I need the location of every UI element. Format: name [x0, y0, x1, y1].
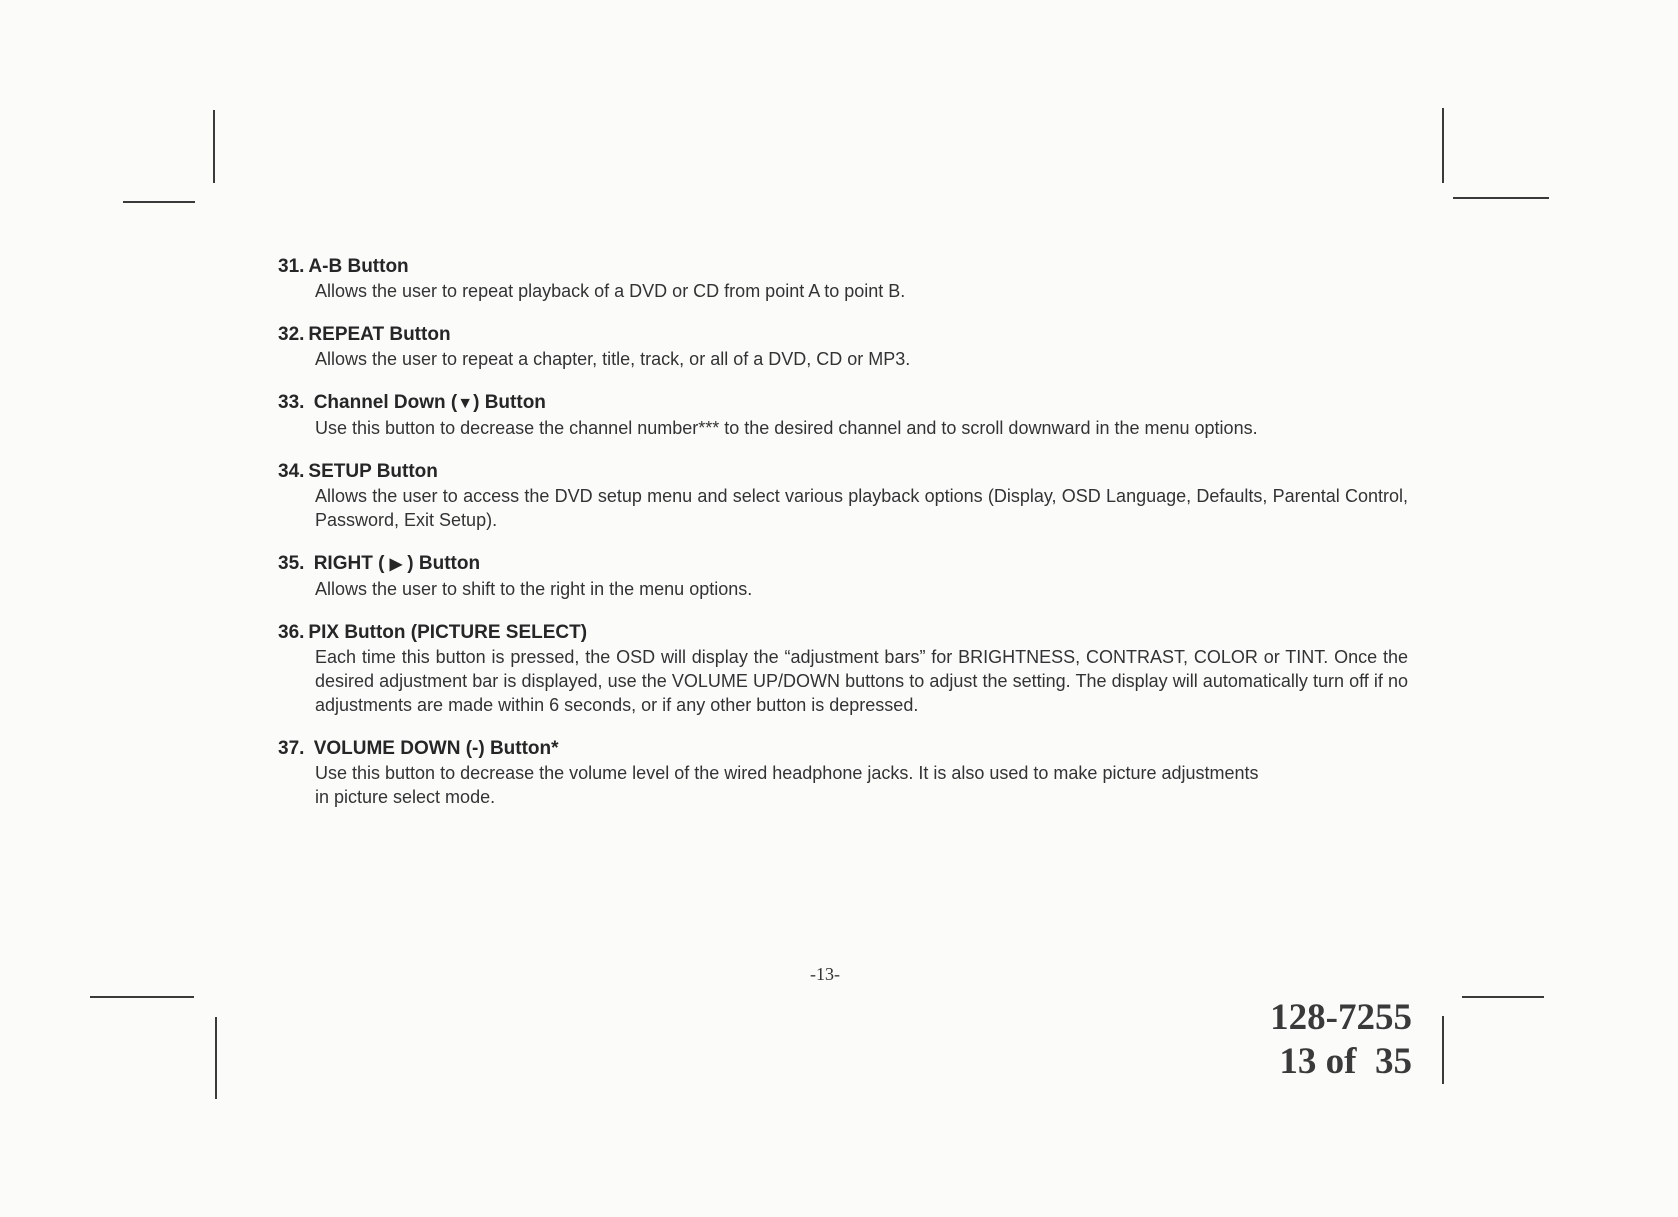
item-description: Each time this button is pressed, the OSD will display the “adjustment bars” for BRIGHTNESS, CONTRAST, COLOR or TINT. Once the desired adjustment bar is displayed, use the VOLUME UP/DOWN buttons to adjust the setting. The display will automatically turn off if no adjustments are made within 6 seconds, or if any other button is depressed.: [315, 647, 1408, 715]
item-title: PIX Button (PICTURE SELECT): [308, 622, 588, 643]
crop-mark-top-right-vertical: [1442, 108, 1444, 183]
item-title: A-B Button: [308, 256, 409, 277]
item-heading: 31. A-B Button: [278, 256, 409, 277]
item-description: Use this button to decrease the volume level of the wired headphone jacks. It is also used to make picture adjustments in picture select mode.: [315, 763, 1259, 807]
crop-mark-bottom-left-vertical: [215, 1017, 217, 1099]
item-heading: 32. REPEAT Button: [278, 324, 451, 345]
list-item: [278, 323, 1408, 371]
list-item: [278, 460, 1408, 532]
button-descriptions: [278, 255, 1408, 829]
item-title: REPEAT Button: [308, 324, 451, 345]
item-heading: 37. VOLUME DOWN (-) Button*: [278, 738, 559, 759]
list-item: [278, 552, 1408, 601]
item-title: SETUP Button: [308, 461, 438, 482]
crop-mark-bottom-left-horizontal: [90, 996, 194, 998]
page-count: 13 of 35: [1279, 1041, 1412, 1082]
crop-mark-top-left-horizontal: [123, 201, 195, 203]
crop-mark-bottom-right-horizontal: [1462, 996, 1544, 998]
list-item: [278, 391, 1408, 440]
item-description: Allows the user to shift to the right in the menu options.: [315, 579, 753, 599]
item-heading: 35. RIGHT ( ▶ ) Button: [278, 553, 481, 574]
item-title: VOLUME DOWN (-) Button*: [313, 738, 559, 759]
crop-mark-bottom-right-vertical: [1442, 1016, 1444, 1084]
document-number: 128-7255: [1270, 997, 1412, 1038]
item-heading: 36. PIX Button (PICTURE SELECT): [278, 622, 588, 643]
list-item: [278, 737, 1408, 809]
list-item: [278, 255, 1408, 303]
down-arrow-icon: ▼: [457, 395, 474, 412]
item-description: Allows the user to repeat a chapter, title, track, or all of a DVD, CD or MP3.: [315, 349, 911, 369]
list-item: [278, 621, 1408, 717]
document-stamp: [1270, 996, 1412, 1084]
crop-mark-top-left-vertical: [213, 110, 215, 183]
item-heading: 33. Channel Down (▼) Button: [278, 392, 546, 413]
item-description: Use this button to decrease the channel number*** to the desired channel and to scroll downward in the menu options.: [315, 418, 1258, 438]
crop-mark-top-right-horizontal: [1453, 197, 1549, 199]
item-heading: 34. SETUP Button: [278, 461, 438, 482]
item-description: Allows the user to repeat playback of a DVD or CD from point A to point B.: [315, 281, 906, 301]
play-right-icon: ▶: [389, 556, 403, 573]
item-description: Allows the user to access the DVD setup menu and select various playback options (Display, OSD Language, Defaults, Parental Control, Password, Exit Setup).: [315, 486, 1408, 530]
page-number: -13-: [810, 964, 840, 984]
